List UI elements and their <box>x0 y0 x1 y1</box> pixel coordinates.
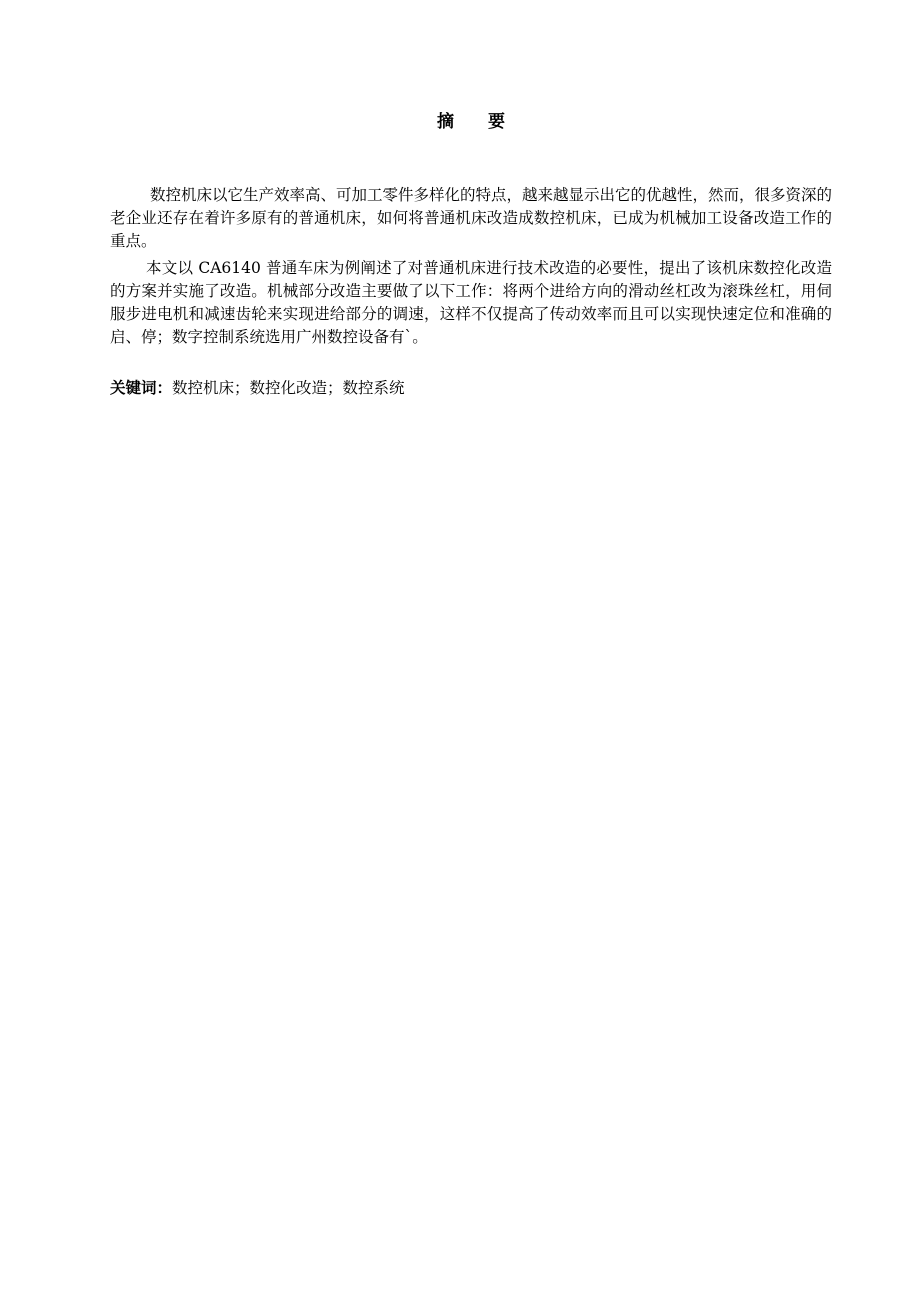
abstract-title <box>0 110 920 134</box>
abstract-title-char-2: 要 <box>488 112 505 132</box>
keywords-value: 数控机床；数控化改造；数控系统 <box>172 379 405 397</box>
abstract-title-char-1: 摘 <box>437 112 454 132</box>
abstract-paragraph-2: 本文以 CA6140 普通车床为例阐述了对普通机床进行技术改造的必要性，提出了该机床数控化改造的方案并实施了改造。机械部分改造主要做了以下工作：将两个进给方向的滑动丝杠改为滚珠丝杠，用伺服步进电机和减速齿轮来实现进给部分的调速，这样不仅提高了传动效率而且可以实现快速定位和准确的启、停；数字控制系统选用广州数控设备有`。 <box>110 259 832 346</box>
keywords-label: 关键词： <box>110 379 173 397</box>
keywords-line <box>110 377 832 399</box>
abstract-paragraph-1: 数控机床以它生产效率高、可加工零件多样化的特点，越来越显示出它的优越性，然而，很多资深的老企业还存在着许多原有的普通机床，如何将普通机床改造成数控机床，已成为机械加工设备改造工作的重点。 <box>110 186 833 250</box>
